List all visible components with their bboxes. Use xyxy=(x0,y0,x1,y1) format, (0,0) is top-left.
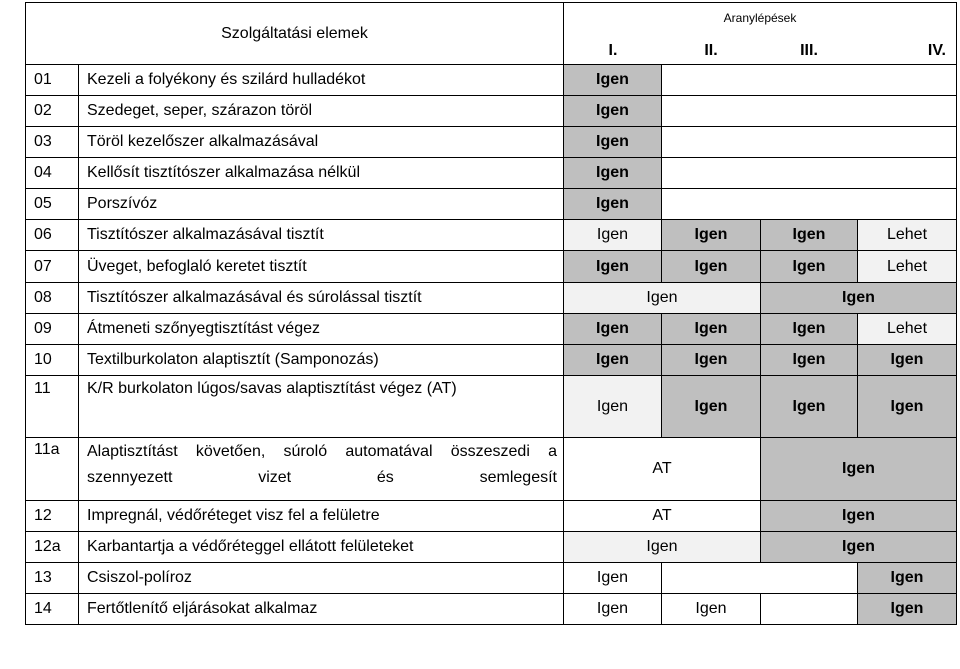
empty-cell xyxy=(661,188,957,220)
row-description: Átmeneti szőnyegtisztítást végez xyxy=(78,313,564,345)
row-number: 11 xyxy=(25,375,79,438)
header-step-2: II. xyxy=(661,32,761,65)
value-cell: Igen xyxy=(563,282,761,314)
row-description: Alaptisztítást követően, súroló automatával összeszedi a szennyezett vizet és semlegesít xyxy=(78,437,564,501)
row-description: Szedeget, seper, szárazon töröl xyxy=(78,95,564,127)
value-cell: Igen xyxy=(563,95,662,127)
value-cell: Igen xyxy=(661,250,761,283)
value-cell: Igen xyxy=(760,282,957,314)
row-number: 03 xyxy=(25,126,79,158)
value-cell: Igen xyxy=(857,344,957,376)
empty-cell xyxy=(661,562,858,594)
header-step-4: IV. xyxy=(857,32,957,65)
value-cell: Igen xyxy=(661,593,761,625)
value-cell: Igen xyxy=(563,250,662,283)
value-cell: Igen xyxy=(760,219,858,251)
row-number: 02 xyxy=(25,95,79,127)
row-number: 14 xyxy=(25,593,79,625)
row-description: Impregnál, védőréteget visz fel a felületre xyxy=(78,500,564,532)
value-cell: Igen xyxy=(760,375,858,438)
value-cell: Igen xyxy=(760,313,858,345)
empty-cell xyxy=(661,157,957,189)
row-description: K/R burkolaton lúgos/savas alaptisztítást végez (AT) xyxy=(78,375,564,438)
header-step-1: I. xyxy=(563,32,662,65)
value-cell: Igen xyxy=(563,157,662,189)
value-cell: Igen xyxy=(563,219,662,251)
value-cell: Igen xyxy=(563,64,662,96)
value-cell: AT xyxy=(563,437,761,501)
empty-cell xyxy=(661,64,957,96)
row-description: Fertőtlenítő eljárásokat alkalmaz xyxy=(78,593,564,625)
value-cell: Lehet xyxy=(857,313,957,345)
row-number: 05 xyxy=(25,188,79,220)
value-cell: Lehet xyxy=(857,250,957,283)
row-number: 01 xyxy=(25,64,79,96)
empty-cell xyxy=(661,95,957,127)
header-group-label: Aranylépések xyxy=(563,2,957,33)
row-number: 12a xyxy=(25,531,79,563)
value-cell: Igen xyxy=(661,219,761,251)
value-cell: Lehet xyxy=(857,219,957,251)
value-cell: Igen xyxy=(563,126,662,158)
row-description: Kezeli a folyékony és szilárd hulladékot xyxy=(78,64,564,96)
value-cell: Igen xyxy=(661,375,761,438)
value-cell: Igen xyxy=(857,593,957,625)
row-number: 06 xyxy=(25,219,79,251)
row-description: Csiszol-políroz xyxy=(78,562,564,594)
row-description: Kellősít tisztítószer alkalmazása nélkül xyxy=(78,157,564,189)
value-cell: Igen xyxy=(760,531,957,563)
row-description: Tisztítószer alkalmazásával tisztít xyxy=(78,219,564,251)
row-number: 10 xyxy=(25,344,79,376)
value-cell: Igen xyxy=(760,437,957,501)
value-cell: Igen xyxy=(563,531,761,563)
value-cell: Igen xyxy=(563,344,662,376)
value-cell: Igen xyxy=(857,562,957,594)
value-cell: Igen xyxy=(563,375,662,438)
value-cell: Igen xyxy=(563,188,662,220)
row-number: 04 xyxy=(25,157,79,189)
header-title: Szolgáltatási elemek xyxy=(25,2,564,65)
row-description: Üveget, befoglaló keretet tisztít xyxy=(78,250,564,283)
row-description: Karbantartja a védőréteggel ellátott felületeket xyxy=(78,531,564,563)
row-number: 08 xyxy=(25,282,79,314)
row-number: 12 xyxy=(25,500,79,532)
value-cell: Igen xyxy=(661,313,761,345)
value-cell: Igen xyxy=(563,313,662,345)
value-cell: Igen xyxy=(857,375,957,438)
value-cell: Igen xyxy=(563,593,662,625)
row-description: Porszívóz xyxy=(78,188,564,220)
empty-cell xyxy=(661,126,957,158)
row-description: Töröl kezelőszer alkalmazásával xyxy=(78,126,564,158)
row-number: 07 xyxy=(25,250,79,283)
value-cell: Igen xyxy=(563,562,662,594)
empty-cell xyxy=(760,593,858,625)
row-number: 09 xyxy=(25,313,79,345)
row-number: 11a xyxy=(25,437,79,501)
value-cell: Igen xyxy=(661,344,761,376)
row-description: Textilburkolaton alaptisztít (Samponozás) xyxy=(78,344,564,376)
value-cell: Igen xyxy=(760,344,858,376)
header-step-3: III. xyxy=(760,32,858,65)
value-cell: AT xyxy=(563,500,761,532)
row-number: 13 xyxy=(25,562,79,594)
value-cell: Igen xyxy=(760,500,957,532)
value-cell: Igen xyxy=(760,250,858,283)
row-description: Tisztítószer alkalmazásával és súrolással tisztít xyxy=(78,282,564,314)
